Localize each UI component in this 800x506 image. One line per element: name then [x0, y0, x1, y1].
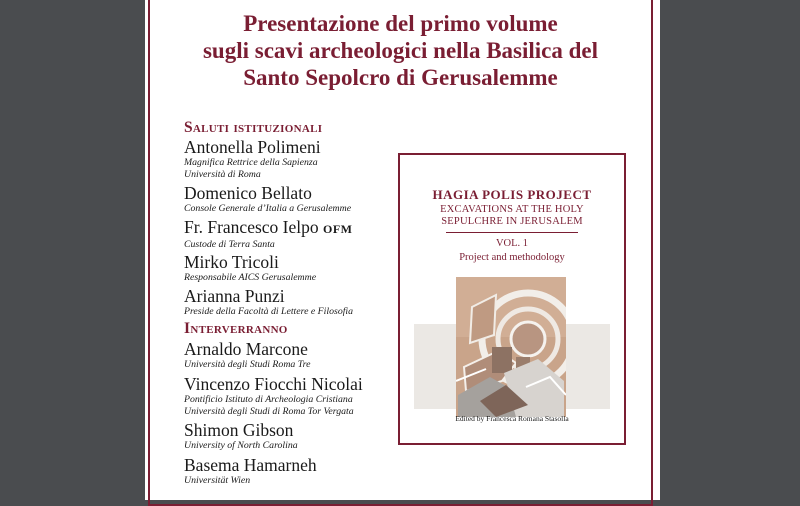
title-line: Presentazione del primo volume — [243, 11, 558, 36]
title-line: sugli scavi archeologici nella Basilica del — [202, 38, 599, 63]
speaker-role: Custode di Terra Santa — [184, 239, 275, 250]
speaker-name: Domenico Bellato — [184, 183, 312, 203]
speaker-entry — [184, 339, 310, 371]
speaker-role: Università degli Studi di Roma Tor Vergata — [184, 406, 354, 417]
archaeological-plan-illustration — [456, 277, 566, 417]
book-title: HAGIA POLIS PROJECT — [432, 187, 592, 202]
speaker-name: Shimon Gibson — [184, 420, 294, 440]
speaker-entry — [184, 137, 321, 181]
section-heading-saluti: Saluti istituzionali — [184, 119, 323, 136]
book-cover — [398, 153, 626, 445]
book-divider — [446, 232, 578, 233]
speaker-entry — [184, 217, 353, 251]
speaker-entry — [184, 374, 363, 418]
speaker-role: Pontificio Istituto di Archeologia Cristiana — [184, 394, 353, 405]
title-line: Santo Sepolcro di Gerusalemme — [243, 65, 558, 90]
speaker-name-line — [184, 217, 353, 239]
speaker-role: Magnifica Rettrice della Sapienza — [184, 157, 318, 168]
book-editor: Edited by Francesca Romana Stasolla — [455, 414, 569, 423]
book-cover-inner — [414, 167, 610, 431]
speaker-name: Vincenzo Fiocchi Nicolai — [184, 374, 363, 394]
speaker-name: Antonella Polimeni — [184, 137, 321, 157]
speaker-entry — [184, 183, 351, 215]
speaker-name: Basema Hamarneh — [184, 455, 317, 475]
book-subject: Project and methodology — [459, 252, 565, 263]
book-subtitle-line: EXCAVATIONS AT THE HOLY — [440, 204, 584, 215]
speaker-role: Console Generale d’Italia a Gerusalemme — [184, 203, 352, 214]
speaker-role: Preside della Facoltà di Lettere e Filosofia — [184, 306, 354, 317]
speaker-role: Università degli Studi Roma Tre — [184, 359, 311, 370]
speaker-role: University of North Carolina — [184, 440, 298, 451]
speaker-name: Arianna Punzi — [184, 286, 285, 306]
speaker-entry — [184, 286, 353, 318]
speaker-name: Arnaldo Marcone — [184, 339, 308, 359]
speaker-name: Fr. Francesco Ielpo — [184, 217, 319, 237]
speaker-entry — [184, 455, 317, 487]
speaker-entry — [184, 252, 316, 284]
speaker-name: Mirko Tricoli — [184, 252, 279, 272]
speaker-name-suffix: OFM — [323, 222, 353, 236]
book-subtitle-line: SEPULCHRE IN JERUSALEM — [441, 216, 583, 227]
book-volume: VOL. 1 — [495, 238, 529, 249]
speaker-entry — [184, 420, 298, 452]
speaker-role: Università di Roma — [184, 169, 261, 180]
page-title — [148, 10, 653, 91]
speaker-role: Responsabile AICS Gerusalemme — [184, 272, 317, 283]
book-subtitle — [414, 204, 610, 228]
speaker-role: Universität Wien — [184, 475, 251, 486]
section-heading-interverranno: Interverranno — [184, 320, 288, 337]
